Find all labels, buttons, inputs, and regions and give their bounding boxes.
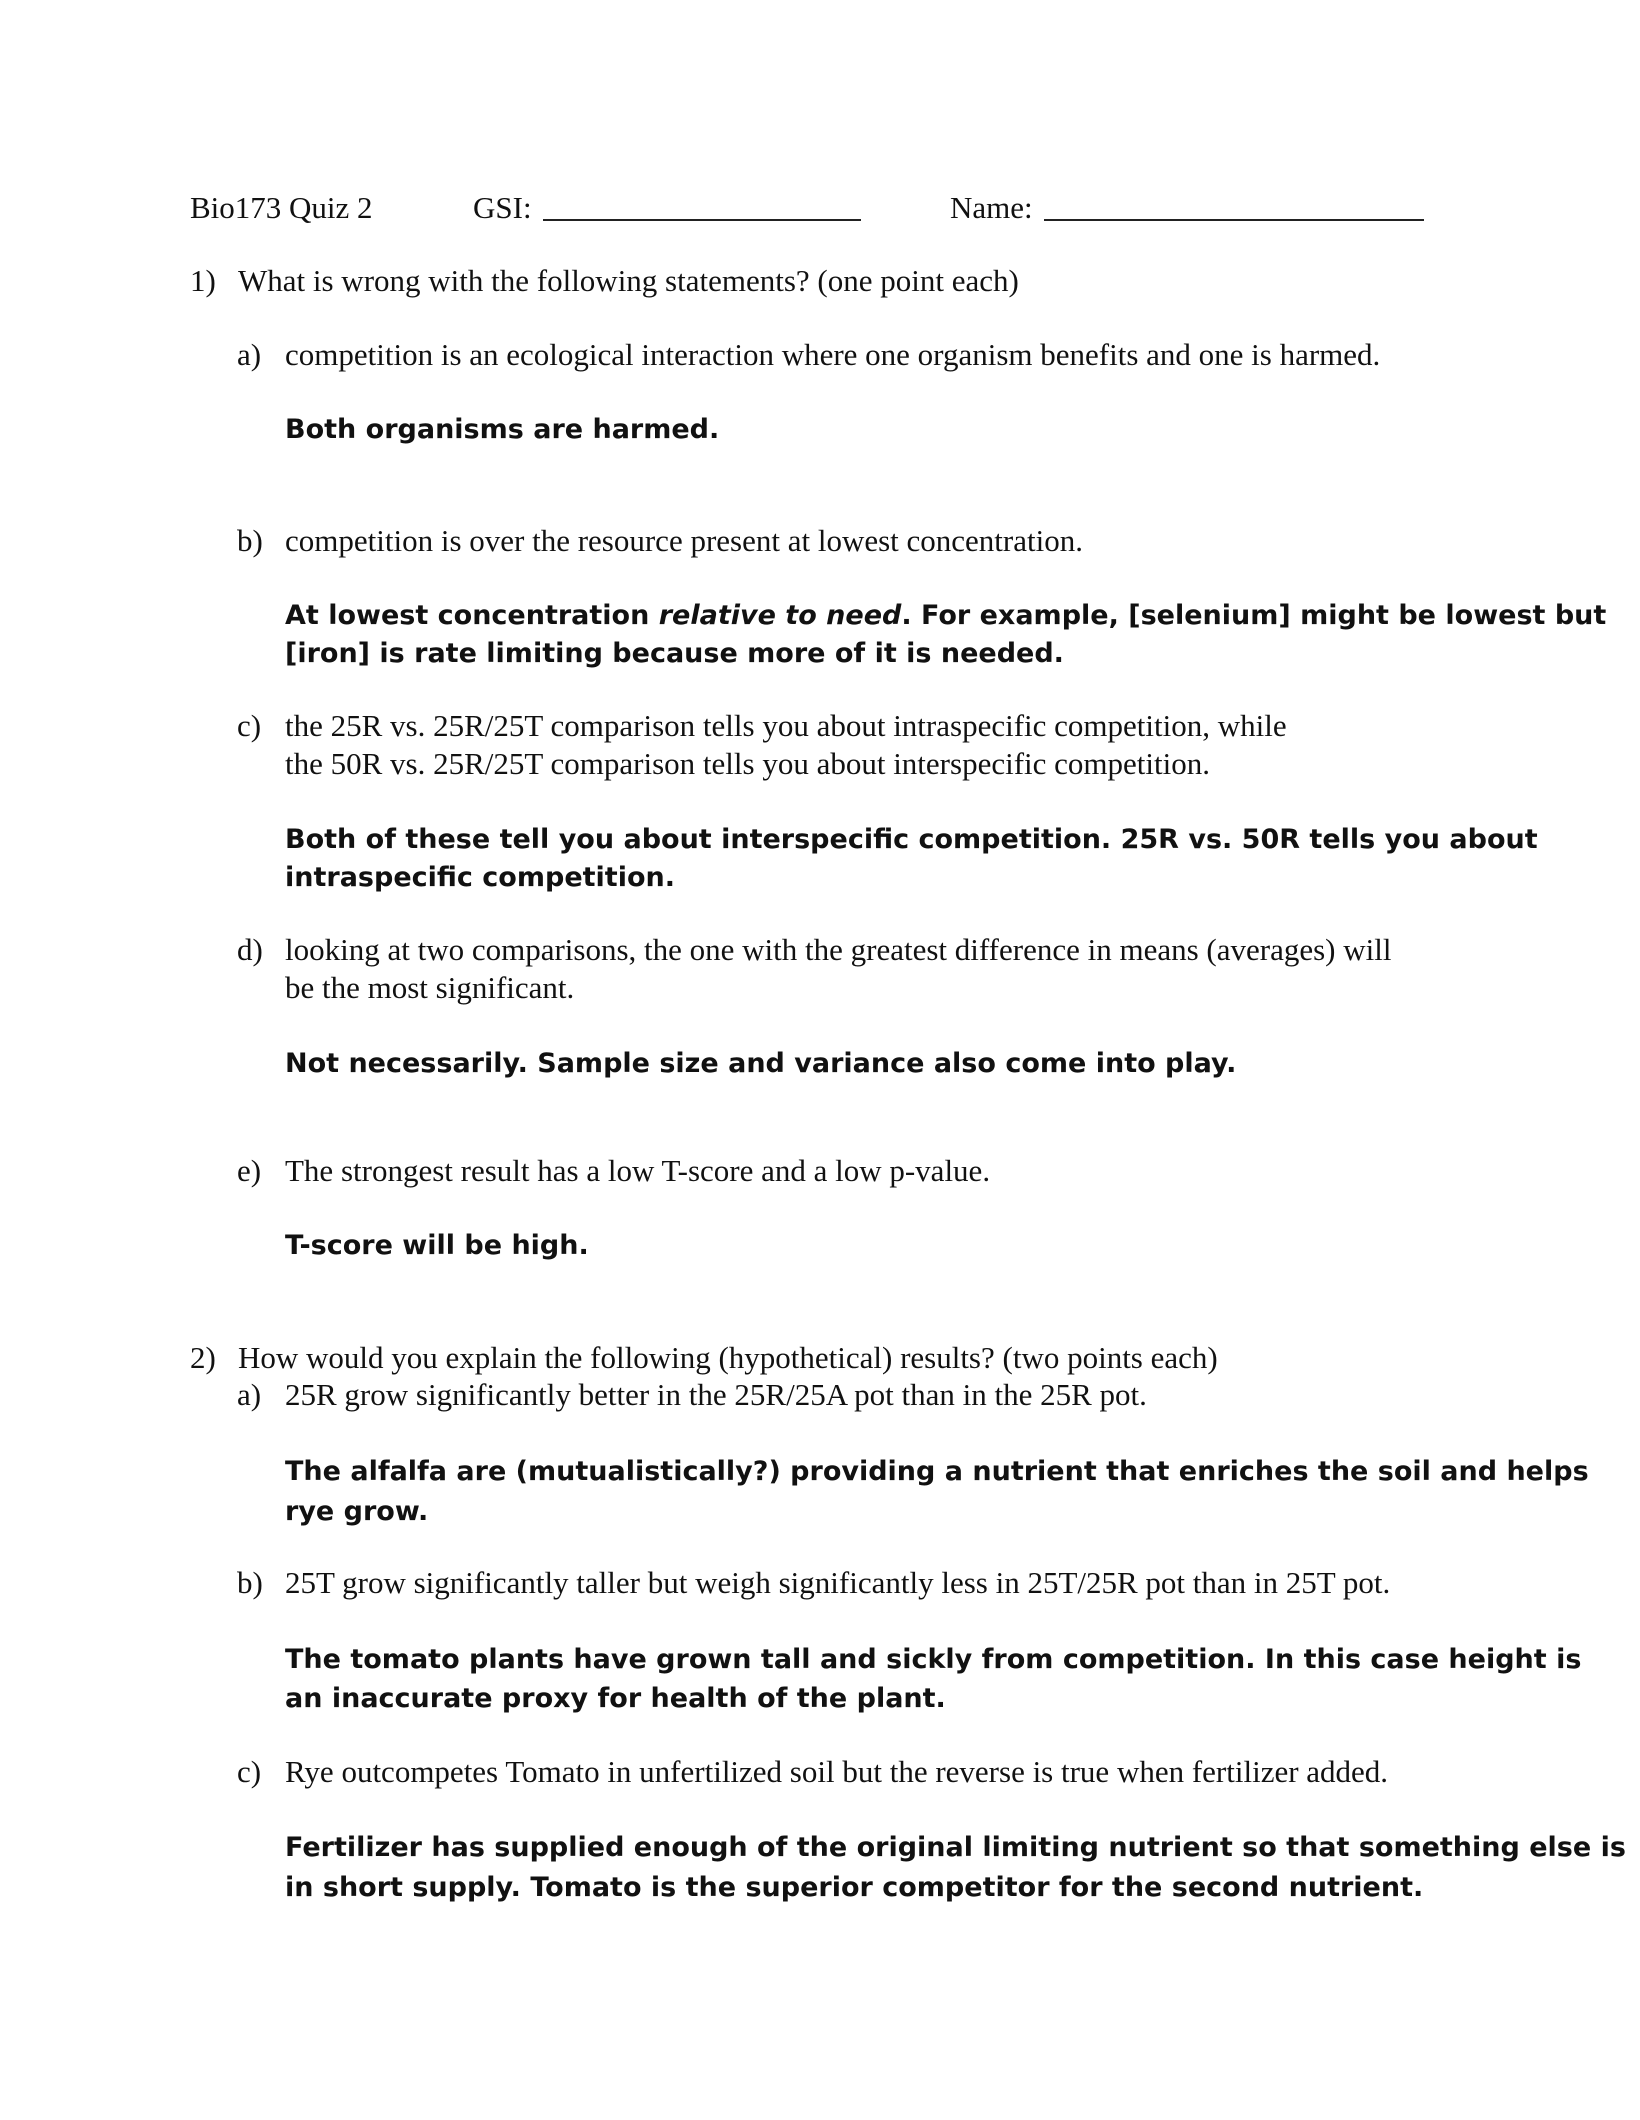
quiz-title: Bio173 Quiz 2 (190, 190, 373, 225)
q1c-answer-line1: Both of these tell you about interspecific competition. 25R vs. 50R tells you about (285, 824, 1538, 855)
q1-prompt: What is wrong with the following statements? (one point each) (238, 263, 1019, 298)
q2a-statement: 25R grow significantly better in the 25R/25A pot than in the 25R pot. (285, 1377, 1147, 1412)
q1e-statement: The strongest result has a low T-score and a low p-value. (285, 1153, 991, 1188)
q2b-answer-line2: an inaccurate proxy for health of the plant. (285, 1683, 946, 1714)
q1b-answer-pre: At lowest concentration (285, 600, 659, 631)
q2c-statement: Rye outcompetes Tomato in unfertilized soil but the reverse is true when fertilizer added. (285, 1754, 1389, 1789)
q1b-answer-line2: [iron] is rate limiting because more of it is needed. (285, 638, 1064, 669)
q1c-answer-line2: intraspecific competition. (285, 862, 675, 893)
q2b-letter: b) (237, 1565, 263, 1600)
q1a-answer: Both organisms are harmed. (285, 414, 720, 445)
q1c-statement-line2: the 50R vs. 25R/25T comparison tells you about interspecific competition. (285, 746, 1210, 781)
q1b-letter: b) (237, 523, 263, 558)
q2b-answer-line1: The tomato plants have grown tall and sickly from competition. In this case height is (285, 1644, 1582, 1675)
q1a-statement: competition is an ecological interaction where one organism benefits and one is harmed. (285, 337, 1381, 372)
q1c-letter: c) (237, 708, 262, 743)
q1b-answer-line1 (285, 596, 1606, 635)
q2c-letter: c) (237, 1754, 262, 1789)
q1d-letter: d) (237, 932, 263, 967)
gsi-blank-field[interactable] (543, 189, 861, 221)
gsi-label: GSI: (473, 190, 532, 225)
q1e-answer: T-score will be high. (285, 1230, 589, 1261)
name-label: Name: (950, 190, 1033, 225)
q2a-answer-line1: The alfalfa are (mutualistically?) providing a nutrient that enriches the soil and helps (285, 1456, 1589, 1487)
q2c-answer-line2: in short supply. Tomato is the superior competitor for the second nutrient. (285, 1872, 1424, 1903)
q1b-answer-post: . For example, [selenium] might be lowest but (901, 600, 1607, 631)
q1c-statement-line1: the 25R vs. 25R/25T comparison tells you about intraspecific competition, while (285, 708, 1287, 743)
q2a-answer-line2: rye grow. (285, 1496, 429, 1527)
q1b-statement: competition is over the resource present at lowest concentration. (285, 523, 1083, 558)
q1d-statement-line1: looking at two comparisons, the one with the greatest difference in means (averages) will (285, 932, 1392, 967)
q2-number: 2) (190, 1340, 216, 1375)
q1d-statement-line2: be the most significant. (285, 970, 575, 1005)
q1a-letter: a) (237, 337, 262, 372)
q1d-answer: Not necessarily. Sample size and variance also come into play. (285, 1048, 1237, 1079)
q2a-letter: a) (237, 1377, 262, 1412)
q2-prompt: How would you explain the following (hypothetical) results? (two points each) (238, 1340, 1218, 1375)
q1-number: 1) (190, 263, 216, 298)
q1e-letter: e) (237, 1153, 262, 1188)
q2b-statement: 25T grow significantly taller but weigh significantly less in 25T/25R pot than in 25T pot. (285, 1565, 1391, 1600)
name-blank-field[interactable] (1044, 189, 1424, 221)
q2c-answer-line1: Fertilizer has supplied enough of the original limiting nutrient so that something else is (285, 1832, 1626, 1863)
q1b-answer-emphasis: relative to need (658, 600, 902, 631)
